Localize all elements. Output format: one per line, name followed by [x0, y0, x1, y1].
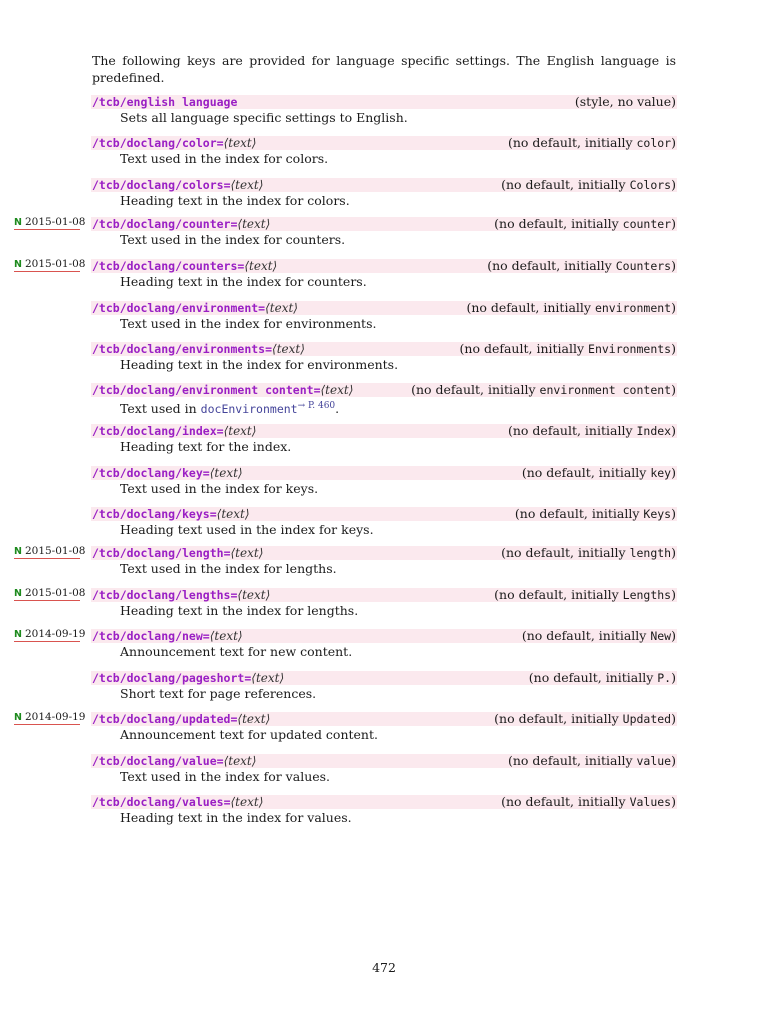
key-description: [120, 357, 398, 373]
key-default: [522, 629, 676, 643]
default-text: (no default, initially: [514, 506, 644, 521]
key-default: [508, 424, 676, 438]
key-path: /tcb/doclang/lengths: [92, 588, 231, 602]
marker-date: 2014-09-19: [24, 711, 86, 723]
key-default: [466, 301, 676, 315]
key-equals: =: [230, 712, 238, 726]
initial-value: Lengths: [622, 588, 672, 602]
key-entry: [0, 95, 768, 135]
default-text: (no default, initially: [501, 177, 630, 192]
intro-paragraph: The following keys are provided for language specific settings. The English language is predefined.: [92, 53, 676, 85]
initial-value: P.: [657, 671, 672, 685]
default-close: ): [671, 587, 676, 602]
key-entry: [0, 629, 768, 669]
key-path: /tcb/doclang/environment: [92, 301, 259, 315]
key-description: [120, 193, 350, 209]
new-key-marker: [14, 627, 86, 642]
default-text: (no default, initially: [528, 670, 658, 685]
key-description: [120, 522, 374, 538]
key-entry: [0, 588, 768, 628]
key-default: [487, 259, 676, 273]
key-argument: ⟨text⟩: [223, 424, 257, 438]
key-entry: [0, 383, 768, 423]
key-name[interactable]: [92, 629, 243, 643]
initial-value: Counters: [615, 259, 672, 273]
key-argument: ⟨text⟩: [251, 671, 285, 685]
key-equals: =: [237, 259, 245, 273]
key-path: /tcb/doclang/color: [92, 136, 217, 150]
initial-value: Colors: [629, 178, 672, 192]
initial-value: Keys: [643, 507, 672, 521]
key-entry: [0, 424, 768, 464]
default-close: ): [671, 258, 676, 273]
key-argument: ⟨text⟩: [320, 383, 354, 397]
key-default: [575, 95, 676, 109]
key-path: /tcb/doclang/colors: [92, 178, 224, 192]
description-text: Text used in the index for colors.: [120, 151, 329, 166]
default-close: ): [671, 628, 676, 643]
key-path: /tcb/doclang/value: [92, 754, 217, 768]
key-default: [494, 588, 676, 602]
page-number: 472: [372, 960, 396, 975]
default-text: (no default, initially: [466, 300, 595, 315]
new-key-marker: [14, 586, 86, 601]
key-description: [120, 110, 408, 126]
key-path: /tcb/doclang/key: [92, 466, 203, 480]
key-path: /tcb/doclang/keys: [92, 507, 210, 521]
key-equals: =: [230, 588, 238, 602]
key-name[interactable]: [92, 671, 284, 685]
key-equals: =: [265, 342, 273, 356]
key-description: [120, 316, 376, 332]
initial-value: Environments: [588, 342, 672, 356]
key-argument: ⟨text⟩: [237, 712, 271, 726]
description-text: Heading text used in the index for keys.: [120, 522, 374, 537]
key-entry: [0, 178, 768, 218]
description-text: Heading text in the index for colors.: [120, 193, 350, 208]
description-text: Text used in the index for counters.: [120, 232, 346, 247]
default-close: ): [671, 382, 676, 397]
default-text: (no default, initially: [521, 628, 651, 643]
key-entry: [0, 795, 768, 835]
key-argument: ⟨text⟩: [209, 629, 243, 643]
new-badge: N: [14, 588, 22, 599]
page-reference[interactable]: → P. 460: [297, 401, 336, 411]
key-entry: [0, 671, 768, 711]
key-name[interactable]: [92, 754, 256, 768]
key-default: [515, 507, 676, 521]
description-text: Heading text in the index for environments.: [120, 357, 399, 372]
key-argument: ⟨text⟩: [265, 301, 298, 315]
key-name[interactable]: [92, 795, 263, 809]
default-text: (no default, initially: [494, 216, 623, 231]
description-text: Text used in the index for environments.: [120, 316, 377, 331]
initial-value: environment content: [539, 383, 672, 397]
description-text: Heading text in the index for counters.: [120, 274, 367, 289]
initial-value: counter: [622, 217, 672, 231]
key-argument: ⟨text⟩: [237, 588, 271, 602]
default-close: ): [671, 423, 676, 438]
default-close: ): [671, 216, 676, 231]
description-text: Text used in the index for lengths.: [120, 561, 337, 576]
default-close: ): [671, 300, 676, 315]
key-equals: =: [244, 671, 252, 685]
key-equals: =: [223, 546, 231, 560]
key-argument: ⟨text⟩: [244, 259, 278, 273]
key-equals: =: [230, 217, 238, 231]
key-argument: ⟨text⟩: [237, 217, 271, 231]
new-badge: N: [14, 712, 22, 723]
key-description: [120, 769, 330, 785]
marker-date: 2015-01-08: [24, 216, 86, 228]
new-badge: N: [14, 259, 22, 270]
initial-value: Index: [636, 424, 672, 438]
description-end: .: [335, 401, 340, 416]
key-path: /tcb/doclang/values: [92, 795, 224, 809]
key-entry: [0, 217, 768, 257]
key-entry: [0, 507, 768, 547]
new-key-marker: [14, 710, 86, 725]
key-default: [522, 466, 676, 480]
key-description: [120, 561, 337, 577]
default-close: ): [671, 670, 676, 685]
description-text: Text used in the index for keys.: [120, 481, 319, 496]
default-text: (style, no value): [574, 94, 676, 109]
key-path: /tcb/english language: [92, 95, 238, 109]
key-default: [460, 342, 676, 356]
key-name[interactable]: [92, 342, 305, 356]
key-path: /tcb/doclang/length: [92, 546, 224, 560]
key-equals: =: [313, 383, 321, 397]
default-close: ): [671, 753, 676, 768]
key-description: [120, 274, 367, 290]
key-description: [120, 481, 318, 497]
description-text: Heading text in the index for values.: [120, 810, 352, 825]
key-description: [120, 439, 291, 455]
key-default: [494, 712, 676, 726]
key-path: /tcb/doclang/counters: [92, 259, 238, 273]
default-text: (no default, initially: [508, 423, 637, 438]
key-name[interactable]: [92, 507, 250, 521]
key-path: /tcb/doclang/environments: [92, 342, 266, 356]
key-name[interactable]: [92, 217, 270, 231]
description-text: Heading text in the index for lengths.: [120, 603, 359, 618]
key-entry: [0, 136, 768, 176]
key-argument: ⟨text⟩: [223, 754, 257, 768]
default-close: ): [671, 465, 676, 480]
key-description: [120, 603, 358, 619]
default-text: (no default, initially: [508, 135, 637, 150]
default-text: (no default, initially: [521, 465, 651, 480]
default-text: (no default, initially: [501, 794, 630, 809]
marker-date: 2015-01-08: [24, 587, 86, 599]
key-argument: ⟨text⟩: [230, 546, 264, 560]
new-badge: N: [14, 629, 22, 640]
key-path: /tcb/doclang/counter: [92, 217, 231, 231]
key-name[interactable]: [92, 546, 263, 560]
default-close: ): [671, 135, 676, 150]
key-default: [508, 136, 676, 150]
new-key-marker: [14, 544, 86, 559]
description-text: Announcement text for new content.: [120, 644, 353, 659]
key-description: [120, 810, 352, 826]
key-argument: ⟨text⟩: [230, 178, 264, 192]
key-equals: =: [223, 795, 231, 809]
key-entry: [0, 546, 768, 586]
key-name[interactable]: [92, 259, 277, 273]
key-path: /tcb/doclang/updated: [92, 712, 231, 726]
description-text: Sets all language specific settings to English.: [120, 110, 408, 125]
key-description: [120, 232, 345, 248]
new-badge: N: [14, 217, 22, 228]
key-name[interactable]: [92, 178, 263, 192]
reference-link[interactable]: docEnvironment: [200, 402, 298, 416]
key-entry: [0, 301, 768, 341]
default-text: (no default, initially: [501, 545, 630, 560]
default-text: (no default, initially: [508, 753, 637, 768]
key-argument: ⟨text⟩: [230, 795, 264, 809]
key-argument: ⟨text⟩: [272, 342, 305, 356]
key-equals: =: [216, 754, 224, 768]
key-name[interactable]: [92, 424, 256, 438]
key-default: [501, 178, 676, 192]
key-equals: =: [209, 507, 217, 521]
default-close: ): [671, 794, 676, 809]
description-text: Text used in: [120, 401, 201, 416]
key-name[interactable]: [92, 712, 270, 726]
key-entry: [0, 259, 768, 299]
marker-date: 2014-09-19: [24, 628, 86, 640]
key-equals: =: [202, 629, 210, 643]
initial-value: length: [629, 546, 672, 560]
new-key-marker: [14, 257, 86, 272]
marker-date: 2015-01-08: [24, 258, 86, 270]
key-entry: [0, 342, 768, 382]
key-argument: ⟨text⟩: [223, 136, 257, 150]
key-path: /tcb/doclang/pageshort: [92, 671, 245, 685]
key-path: /tcb/doclang/environment content: [92, 383, 314, 397]
key-equals: =: [202, 466, 210, 480]
key-name[interactable]: [92, 466, 243, 480]
default-text: (no default, initially: [487, 258, 616, 273]
key-equals: =: [216, 136, 224, 150]
key-name[interactable]: [92, 301, 298, 315]
key-entry: [0, 712, 768, 752]
key-description: [120, 686, 316, 702]
key-name[interactable]: [92, 95, 237, 109]
key-name[interactable]: [92, 136, 256, 150]
initial-value: Updated: [622, 712, 672, 726]
key-entry: [0, 754, 768, 794]
key-description: [120, 398, 339, 417]
new-badge: N: [14, 546, 22, 557]
key-path: /tcb/doclang/index: [92, 424, 217, 438]
description-text: Text used in the index for values.: [120, 769, 331, 784]
description-text: Announcement text for updated content.: [120, 727, 378, 742]
key-equals: =: [258, 301, 266, 315]
default-close: ): [671, 506, 676, 521]
key-argument: ⟨text⟩: [216, 507, 250, 521]
initial-value: New: [650, 629, 672, 643]
key-path: /tcb/doclang/new: [92, 629, 203, 643]
default-close: ): [671, 177, 676, 192]
key-default: [508, 754, 676, 768]
marker-date: 2015-01-08: [24, 545, 86, 557]
key-entry: [0, 466, 768, 506]
initial-value: key: [650, 466, 672, 480]
key-description: [120, 727, 378, 743]
default-text: (no default, initially: [459, 341, 589, 356]
initial-value: Values: [629, 795, 672, 809]
new-key-marker: [14, 215, 86, 230]
default-close: ): [671, 711, 676, 726]
key-description: [120, 151, 328, 167]
key-description: [120, 644, 352, 660]
default-text: (no default, initially: [411, 382, 540, 397]
key-default: [494, 217, 676, 231]
initial-value: environment: [594, 301, 672, 315]
description-text: Heading text for the index.: [120, 439, 292, 454]
default-close: ): [671, 341, 676, 356]
default-text: (no default, initially: [494, 711, 623, 726]
key-name[interactable]: [92, 383, 353, 397]
key-default: [501, 795, 676, 809]
key-name[interactable]: [92, 588, 270, 602]
default-text: (no default, initially: [494, 587, 623, 602]
key-default: [411, 383, 676, 397]
description-text: Short text for page references.: [120, 686, 317, 701]
key-default: [529, 671, 676, 685]
key-equals: =: [216, 424, 224, 438]
key-default: [501, 546, 676, 560]
initial-value: value: [636, 754, 672, 768]
key-argument: ⟨text⟩: [209, 466, 243, 480]
key-equals: =: [223, 178, 231, 192]
default-close: ): [671, 545, 676, 560]
initial-value: color: [636, 136, 672, 150]
